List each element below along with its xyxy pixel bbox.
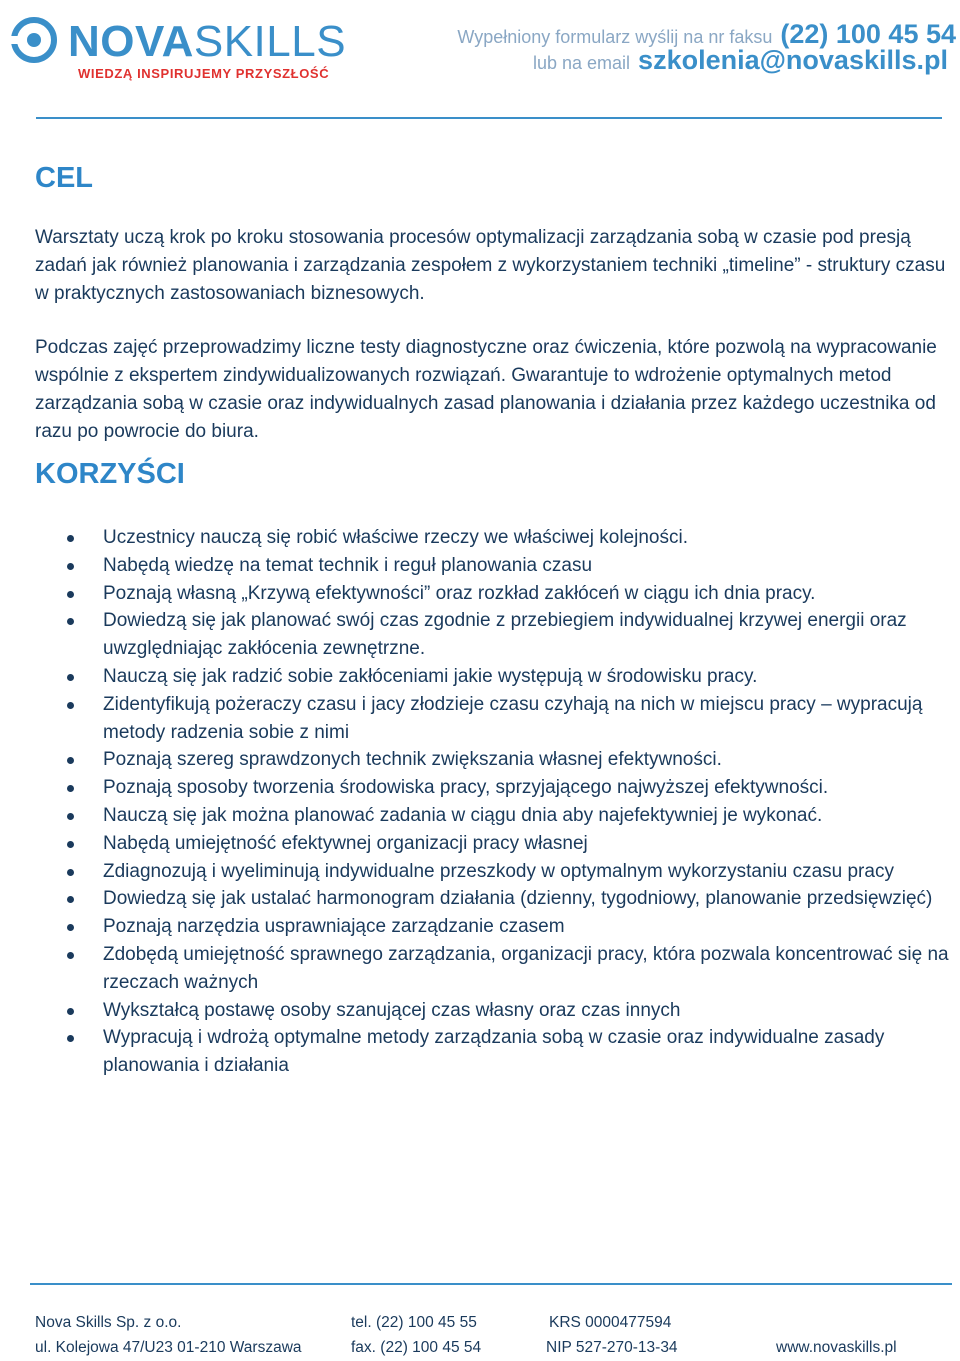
list-item-text: Wykształcą postawę osoby szanującej czas własny oraz czas innych bbox=[103, 999, 681, 1021]
cel-heading: CEL bbox=[35, 162, 93, 194]
list-item bbox=[35, 941, 950, 997]
benefits-list bbox=[35, 524, 950, 1080]
bullet-icon bbox=[67, 924, 74, 931]
list-item-text: Poznają własną „Krzywą efektywności” oraz rozkład zakłóceń w ciągu ich dnia pracy. bbox=[103, 582, 816, 604]
list-item bbox=[35, 663, 950, 691]
list-item bbox=[35, 997, 950, 1025]
list-item-text: Poznają sposoby tworzenia środowiska pracy, sprzyjającego najwyższej efektywności. bbox=[103, 777, 829, 799]
bullet-icon bbox=[67, 841, 74, 848]
list-item bbox=[35, 580, 950, 608]
list-item bbox=[35, 774, 950, 802]
footer-fax: fax. (22) 100 45 54 bbox=[351, 1339, 482, 1356]
logo-tagline: WIEDZĄ INSPIRUJEMY PRZYSZŁOŚĆ bbox=[78, 66, 330, 81]
footer-website-link[interactable]: www.novaskills.pl bbox=[776, 1339, 897, 1356]
bullet-icon bbox=[67, 757, 74, 764]
bullet-icon bbox=[67, 618, 74, 625]
footer-address: ul. Kolejowa 47/U23 01-210 Warszawa bbox=[35, 1339, 302, 1356]
page-header bbox=[0, 0, 960, 120]
list-item bbox=[35, 746, 950, 774]
bullet-icon bbox=[67, 896, 74, 903]
bullet-icon bbox=[67, 785, 74, 792]
list-item bbox=[35, 802, 950, 830]
korzysci-heading: KORZYŚCI bbox=[35, 458, 185, 490]
email-line bbox=[533, 42, 948, 83]
bullet-icon bbox=[67, 813, 74, 820]
cel-paragraph-2: Podczas zajęć przeprowadzimy liczne testy diagnostyczne oraz ćwiczenia, które pozwolą na wypracowanie wspólnie z ekspertem zindywidualizowanych rozwiązań. Gwarantuje to wdrożenie optymalnych metod zarządzania sobą w czasie oraz indywidualnych zasad planowania i działania przez każdego uczestnika od razu po powrocie do biura. bbox=[35, 337, 937, 442]
list-item-text: Poznają szereg sprawdzonych technik zwiększania własnej efektywności. bbox=[103, 749, 722, 771]
list-item-text: Uczestnicy nauczą się robić właściwe rzeczy we właściwej kolejności. bbox=[103, 527, 688, 548]
list-item-text: Wypracują i wdrożą optymalne metody zarządzania sobą w czasie oraz indywidualne zasady planowania i działania bbox=[103, 1027, 885, 1077]
list-item bbox=[35, 885, 950, 913]
list-item-text: Poznają narzędzia usprawniające zarządzanie czasem bbox=[103, 916, 565, 938]
footer-company: Nova Skills Sp. z o.o. bbox=[35, 1314, 182, 1331]
list-item-text: Nabędą umiejętność efektywnej organizacji pracy własnej bbox=[103, 832, 588, 854]
bullet-icon bbox=[67, 1035, 74, 1042]
list-item-text: Nabędą wiedzę na temat technik i reguł planowania czasu bbox=[103, 554, 593, 576]
logo-wordmark bbox=[68, 14, 346, 70]
bullet-icon bbox=[67, 591, 74, 598]
list-item-text: Zdobędą umiejętność sprawnego zarządzania, organizacji pracy, która pozwala koncentrować się na rzeczach ważnych bbox=[103, 943, 949, 993]
list-item bbox=[35, 524, 950, 552]
footer-krs: KRS 0000477594 bbox=[549, 1314, 672, 1331]
list-item bbox=[35, 552, 950, 580]
bullet-icon bbox=[67, 563, 74, 570]
footer-nip: NIP 527-270-13-34 bbox=[546, 1339, 678, 1356]
bullet-icon bbox=[67, 1008, 74, 1015]
cel-paragraph-1: Warsztaty uczą krok po kroku stosowania procesów optymalizacji zarządzania sobą w czasie pod presją zadań jak również planowania i zarządzania zespołem z wykorzystaniem techniki „timeline” - struktury czasu w praktycznych zastosowaniach biznesowych. bbox=[35, 227, 946, 304]
list-item bbox=[35, 830, 950, 858]
fax-label: Wypełniony formularz wyślij na nr faksu bbox=[457, 27, 773, 47]
bullet-icon bbox=[67, 702, 74, 709]
bullet-icon bbox=[67, 952, 74, 959]
list-item bbox=[35, 913, 950, 941]
header-divider bbox=[36, 117, 942, 119]
footer-divider bbox=[30, 1283, 952, 1285]
footer-tel: tel. (22) 100 45 55 bbox=[351, 1314, 477, 1331]
email-label: lub na email bbox=[532, 53, 631, 73]
logo-wordmark-skills: SKILLS bbox=[193, 17, 347, 66]
list-item-text: Nauczą się jak można planować zadania w ciągu dnia aby najefektywniej je wykonać. bbox=[103, 804, 823, 826]
logo-mark-icon bbox=[10, 16, 58, 64]
list-item-text: Nauczą się jak radzić sobie zakłóceniami jakie występują w środowisku pracy. bbox=[103, 665, 758, 687]
list-item-text: Zidentyfikują pożeraczy czasu i jacy złodzieje czasu czyhają na nich w miejscu pracy – wypracują metody radzenia sobie z nimi bbox=[103, 693, 923, 743]
list-item-text: Dowiedzą się jak planować swój czas zgodnie z przebiegiem indywidualnej krzywej energii oraz uwzględniając zakłócenia zewnętrzne. bbox=[103, 610, 907, 660]
bullet-icon bbox=[67, 674, 74, 681]
email-link[interactable]: szkolenia@novaskills.pl bbox=[638, 45, 948, 75]
list-item bbox=[35, 607, 950, 663]
list-item bbox=[35, 691, 950, 747]
logo-wordmark-nova: NOVA bbox=[68, 17, 194, 66]
list-item bbox=[35, 1024, 950, 1080]
main-content bbox=[35, 150, 950, 1080]
novaskills-logo bbox=[6, 10, 356, 90]
fax-number: (22) 100 45 54 bbox=[780, 19, 956, 49]
bullet-icon bbox=[67, 869, 74, 876]
bullet-icon bbox=[67, 535, 74, 542]
list-item bbox=[35, 858, 950, 886]
list-item-text: Dowiedzą się jak ustalać harmonogram działania (dzienny, tygodniowy, planowanie przedsięwzięć) bbox=[103, 888, 933, 910]
list-item-text: Zdiagnozują i wyeliminują indywidualne przeszkody w optymalnym wykorzystaniu czasu pracy bbox=[103, 860, 894, 882]
